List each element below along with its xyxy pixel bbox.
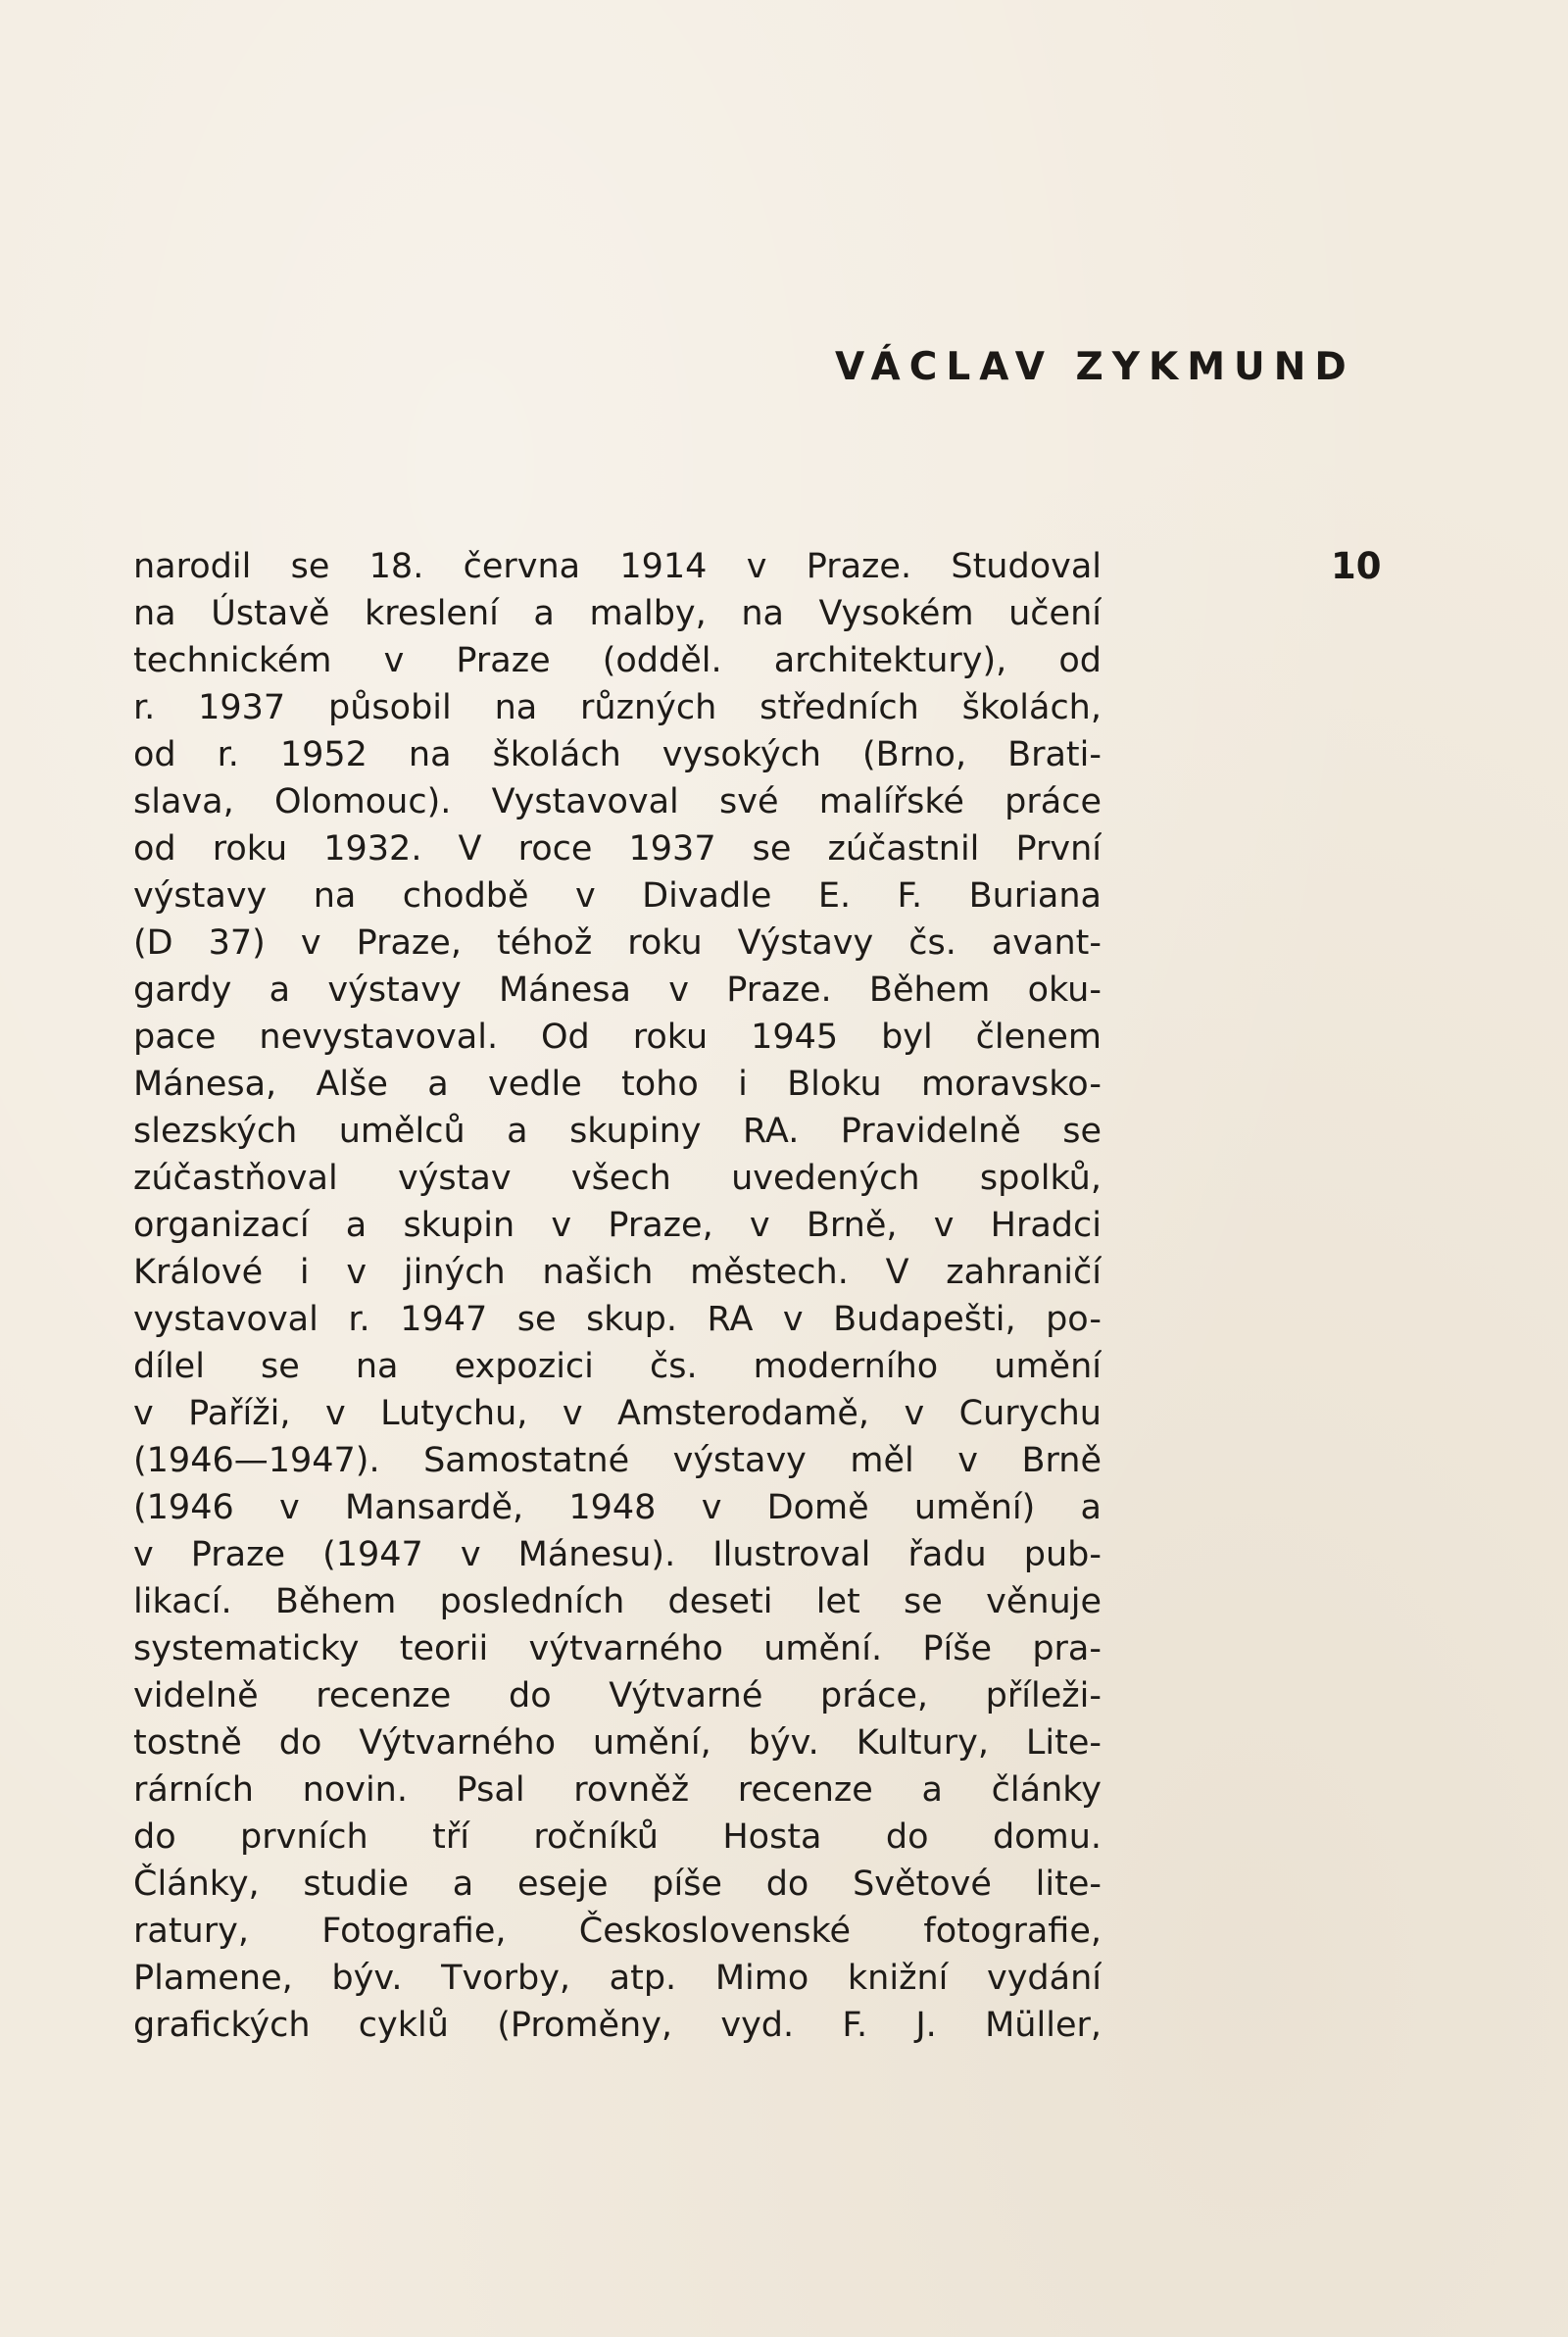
text-line: Králové i v jiných našich městech. V zahraničí [133, 1253, 1102, 1292]
text-line: od r. 1952 na školách vysokých (Brno, Brati- [133, 735, 1102, 774]
text-line: rárních novin. Psal rovněž recenze a články [133, 1770, 1102, 1810]
text-line: (1946 v Mansardě, 1948 v Domě umění) a [133, 1488, 1102, 1527]
text-line: Mánesa, Alše a vedle toho i Bloku moravsko- [133, 1065, 1102, 1104]
text-line: Plamene, býv. Tvorby, atp. Mimo knižní vydání [133, 1959, 1102, 1998]
text-line: systematicky teorii výtvarného umění. Píše pra- [133, 1629, 1102, 1668]
text-line: na Ústavě kreslení a malby, na Vysokém učení [133, 594, 1102, 633]
text-line: slava, Olomouc). Vystavoval své malířské práce [133, 782, 1102, 821]
text-line: zúčastňoval výstav všech uvedených spolků, [133, 1159, 1102, 1198]
text-line: v Paříži, v Lutychu, v Amsterodamě, v Curychu [133, 1394, 1102, 1433]
text-line: technickém v Praze (odděl. architektury), od [133, 641, 1102, 680]
text-line: grafických cyklů (Proměny, vyd. F. J. Müller, [133, 2006, 1102, 2045]
text-line: ratury, Fotografie, Československé fotografie, [133, 1912, 1102, 1951]
text-line: výstavy na chodbě v Divadle E. F. Buriana [133, 876, 1102, 916]
entry-number: 10 [1331, 545, 1382, 587]
text-line: organizací a skupin v Praze, v Brně, v Hradci [133, 1206, 1102, 1245]
text-line: videlně recenze do Výtvarné práce, příleži- [133, 1676, 1102, 1715]
text-line: slezských umělců a skupiny RA. Pravidelně se [133, 1112, 1102, 1151]
text-line: (1946—1947). Samostatné výstavy měl v Brně [133, 1441, 1102, 1480]
biography-text [133, 543, 1102, 2049]
text-line: r. 1937 působil na různých středních školách, [133, 688, 1102, 727]
text-line: v Praze (1947 v Mánesu). Ilustroval řadu pub- [133, 1535, 1102, 1574]
text-line: pace nevystavoval. Od roku 1945 byl členem [133, 1018, 1102, 1057]
text-line: Články, studie a eseje píše do Světové lite- [133, 1865, 1102, 1904]
text-line: (D 37) v Praze, téhož roku Výstavy čs. avant- [133, 923, 1102, 963]
text-line: narodil se 18. června 1914 v Praze. Studoval [133, 547, 1102, 586]
text-line: gardy a výstavy Mánesa v Praze. Během oku- [133, 970, 1102, 1010]
text-line: likací. Během posledních deseti let se věnuje [133, 1582, 1102, 1621]
author-name-heading: VÁCLAV ZYKMUND [835, 345, 1355, 389]
text-line: vystavoval r. 1947 se skup. RA v Budapešti, po- [133, 1300, 1102, 1339]
text-line: tostně do Výtvarného umění, býv. Kultury, Lite- [133, 1723, 1102, 1763]
text-line: do prvních tří ročníků Hosta do domu. [133, 1817, 1102, 1857]
text-line: od roku 1932. V roce 1937 se zúčastnil První [133, 829, 1102, 869]
text-line: dílel se na expozici čs. moderního umění [133, 1347, 1102, 1386]
